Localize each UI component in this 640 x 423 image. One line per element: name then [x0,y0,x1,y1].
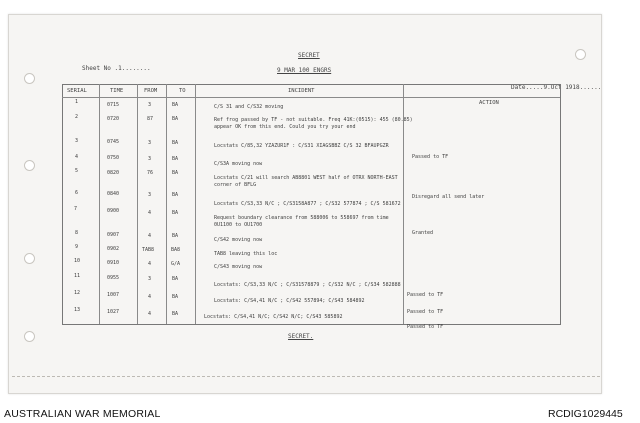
incident-cell: 0U1100 to OU1700 [214,222,263,228]
incident-cell: C/S3A moving now [214,161,263,167]
from-cell: TAB8 [142,247,155,253]
archive-record-id: RCDIG1029445 [548,408,623,420]
serial-cell: 5 [75,168,79,174]
to-cell: BA [172,192,179,198]
incident-cell: Locstats C/S3,33 N/C ; C/S3158A877 ; C/S32 577874 ; C/S 581672 [214,201,401,207]
scan-edge [12,376,600,379]
to-cell: BA [172,156,179,162]
action-cell: Passed to TF [407,292,444,298]
time-cell: 0820 [107,170,120,176]
serial-cell: 12 [74,290,81,296]
from-cell: 3 [148,276,152,282]
incident-cell: Locstats: C/S3,33 N/C ; C/S31578879 ; C/S32 N/C ; C/S34 582888 [214,282,401,288]
action-cell: Granted [412,230,434,236]
time-cell: 1027 [107,309,120,315]
from-cell: 4 [148,261,152,267]
action-cell: Passed to TF [407,324,444,330]
time-cell: 0900 [107,208,120,214]
incident-cell: TAB8 leaving this loc [214,251,278,257]
to-cell: BA [172,210,179,216]
date-field: Date.....9.Oct 1918...... [511,84,602,91]
time-cell: 0715 [107,102,120,108]
incident-cell: appear OK from this end. Could you try your end [214,124,356,130]
from-cell: 3 [148,192,152,198]
to-cell: BA [172,170,179,176]
time-cell: 0955 [107,275,120,281]
incident-cell: C/S42 moving now [214,237,263,243]
to-cell: BA8 [171,247,181,253]
serial-cell: 7 [74,206,78,212]
time-cell: 0840 [107,191,120,197]
to-cell: BA [172,233,179,239]
action-cell: Disregard all send later [412,194,485,200]
incident-cell: Ref frog passed by TF - not suitable. Freq 41K:(0515): 455 (80.85) [214,117,413,123]
time-cell: 0907 [107,232,120,238]
incident-cell: C/S 31 and C/S32 moving [214,104,284,110]
time-cell: 0910 [107,260,120,266]
incident-cell: C/S43 moving now [214,264,263,270]
serial-cell: 2 [75,114,79,120]
sheet-number: Sheet No .1........ [82,65,151,72]
from-cell: 87 [147,116,154,122]
from-cell: 4 [148,311,152,317]
incident-cell: corner of BFLG [214,182,257,188]
time-cell: 0745 [107,139,120,145]
to-cell: BA [172,294,179,300]
punch-hole [24,253,35,264]
action-cell: Passed to TF [412,154,449,160]
serial-cell: 1 [75,99,79,105]
serial-cell: 3 [75,138,79,144]
punch-hole [24,160,35,171]
from-cell: 4 [148,294,152,300]
punch-hole [24,331,35,342]
column-header-serial: SERIAL [67,88,87,94]
to-cell: BA [172,102,179,108]
from-cell: 3 [148,102,152,108]
incident-log-table [62,84,560,330]
to-cell: BA [172,311,179,317]
incident-cell: Locstats: C/S4,41 N/C; C/S42 N/C; C/S43 585892 [204,314,343,320]
incident-cell: Locstats C/21 will search AB8801 WEST half of OTRX NORTH-EAST [214,175,398,181]
from-cell: 76 [147,170,154,176]
to-cell: BA [172,116,179,122]
column-header-incident: INCIDENT [288,88,315,94]
incident-cell: Locstats: C/S4,41 N/C ; C/S42 557894; C/S43 584892 [214,298,365,304]
time-cell: 0750 [107,155,120,161]
punch-hole [575,49,586,60]
classification-top: SECRET [298,52,320,59]
from-cell: 4 [148,210,152,216]
action-cell: Passed to TF [407,309,444,315]
time-cell: 1007 [107,292,120,298]
column-header-from: FROM [144,88,158,94]
from-cell: 3 [148,156,152,162]
from-cell: 4 [148,233,152,239]
serial-cell: 4 [75,154,79,160]
punch-hole [24,73,35,84]
classification-bottom: SECRET. [288,333,314,340]
time-cell: 0720 [107,116,120,122]
column-header-action: ACTION [479,100,499,106]
from-cell: 3 [148,140,152,146]
to-cell: G/A [171,261,181,267]
column-header-time: TIME [110,88,124,94]
serial-cell: 9 [75,244,79,250]
column-header-to: TO [179,88,186,94]
serial-cell: 11 [74,273,81,279]
incident-cell: Request boundary clearance from 588006 to 558697 from time [214,215,389,221]
serial-cell: 6 [75,190,79,196]
serial-cell: 8 [75,230,79,236]
serial-cell: 13 [74,307,81,313]
to-cell: BA [172,276,179,282]
unit-title: 9 MAR 100 ENGRS [277,67,332,74]
incident-cell: Locstats C/85,32 YZAZUR1F : C/S31 XIAGSBBZ C/S 32 BFAUPGZR [214,143,389,149]
time-cell: 0902 [107,246,120,252]
to-cell: BA [172,140,179,146]
serial-cell: 10 [74,258,81,264]
archive-credit: AUSTRALIAN WAR MEMORIAL [4,408,161,420]
